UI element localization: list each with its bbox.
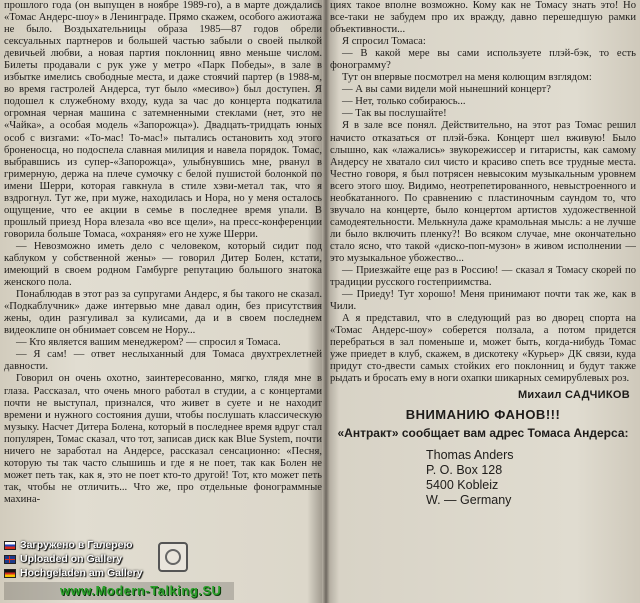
article-paragraph: А я представил, что в следующий раз во дворец спорта на «Томас Андерс-шоу» соберется ползала, а потом придется перебраться в зал поменьше и, может быть, когда-нибудь Томас уже приедет в клуб, скажем, в дискотеку «Курьер» ДК связи, куда придут сто-двести самых стойких его поклонниц и будут также рыдать и бросать ему в ноги охапки шикарных семирублевых роз. [330,313,636,385]
article-paragraph: циях такое вполне возможно. Кому как не Томасу знать это! Но все-таки не забудем про их вражду, давно перешедшую рамки объективности... [330,0,636,36]
article-paragraph: — В какой мере вы сами используете плэй-бэк, то есть фонограмму? [330,48,636,72]
article-paragraph: — Кто является вашим менеджером? — спросил я Томаса. [16,337,281,349]
article-paragraph: — Приезжайте еще раз в Россию! — сказал я Томасу скорей по традиции русского гостеприимства. [330,265,636,289]
article-paragraph: Я спросил Томаса: [342,36,426,48]
address-line: 5400 Kobleiz [426,477,499,492]
article-paragraph: Я в зале все понял. Действительно, на этот раз Томас решил начисто отказаться от плэй-бэка. Концерт шел вживую! Было слышно, как «лажались» звукорежиссер и гитаристы, как самому Андерсу не хватало сил чисто и красиво спеть все трудные места. Честно говоря, я был потрясен невысоким музыкальным уровнем всего этого шоу. Видимо, неотрепетированного, невыстроенного и необкатанного. По сравнению с пластиночным саундом то, что звучало на концерте, было концертом артистов художественной самодеятельности. Мелькнула даже крамольная мысль: а не лучше ли было включить пленку?! Во всяком случае, мне окончательно стало ясно, что такой «диско-поп-музон» в живом исполнении — это музыкальное убожество... [330,120,636,264]
watermark-text: Hochgeladen am Gallery [20,567,143,579]
article-paragraph: Говорил он очень охотно, заинтересованно, мягко, глядя мне в глаза. Рассказал, что очень много работал в студии, а с концертами почти не выступал, признался, что живет в суете и не находит времени и нужного состояния души, чтобы послушать классическую музыку. Насчет Дитера Болена, который в последнее время вдруг стал популярен, Томас сказал, что тот, записав диск как Blue System, почти ничего не заработал на Андерсе, рассказал сенсационно: «Песня, которую ты так часто слышишь и где я не поет, так как Болен не может петь так, как я, это не поет кто-то другой! Тот, кто может петь так, чтобы не отличить... Что же, про отдельные фонограммные махина- [4,373,322,505]
address-line: W. — Germany [426,492,512,507]
watermark-line [4,552,204,566]
article-paragraph: — Так вы послушайте! [342,108,447,120]
notice-heading: ВНИМАНИЮ ФАНОВ!!! [405,406,561,422]
article-paragraph: Понаблюдав в этот раз за супругами Андерс, я бы такого не сказал. «Подкаблучник» даже интервью мне давал один, без присутствия жены, один разгуливал за кулисами, да и в своем последнем видеоклипе он обнимает совсем не Нору... [4,289,322,337]
left-column [4,0,322,603]
right-column [330,0,636,603]
watermark-text: Загружено в Галерею [20,539,133,551]
article-paragraph: — Я сам! — ответ неслыханный для Томаса двухтрехлетней давности. [4,349,322,373]
article-paragraph: — Приеду! Тут хорошо! Меня принимают почти так же, как в Чили. [330,289,636,313]
watermark-line [4,538,204,552]
article-author: Михаил САДЧИКОВ [517,388,630,401]
watermark-line [4,566,204,580]
article-paragraph: — Невозможно иметь дело с человеком, который сидит под каблуком у собственной жены» — говорил Дитер Болен, кстати, имеющий в своем родном Гамбурге репутацию большого знатока женского пола. [4,240,322,289]
watermark-site: www.Modern-Talking.SU [60,583,222,598]
russian-flag-icon [4,541,16,550]
watermark-text: Uploaded on Gallery [20,553,123,565]
address-line: Thomas Anders [426,447,514,462]
article-paragraph: — Нет, только собираюсь... [342,96,466,108]
article-paragraph: Тут он впервые посмотрел на меня колющим взглядом: [342,72,592,84]
uk-flag-icon [4,555,16,564]
gallery-watermark [4,538,204,580]
notice-subheading: «Антракт» сообщает вам адрес Томаса Андерса: [337,425,629,440]
page-fold [322,0,330,603]
article-paragraph: — А вы сами видели мой нынешний концерт? [342,84,551,96]
german-flag-icon [4,569,16,578]
article-paragraph: прошлого года (он выпущен в ноябре 1989-го), а в марте дождались «Томас Андерс-шоу» в Ленинграде. Прямо скажем, особого ажиотажа не было. Воздыхательницы образа 1985—87 годов обрели сексуальных партнеров и большей частью забыли о своей пылкой девичьей любви, а новая партия поклонниц явно меньше числом. Билеты продавали с рук уже у метро «Парк Победы», в зале в избытке имелись свободные места, и даже стоячий партер (в 1988-м, во время гастролей Андерса, тут было «месиво») был доступен. Я подошел к служебному входу, куда за час до концерта подкатила огромная черная машина с затемненными стеклами (нет, это не «Чайка», а особая модель «Запорожца»). Двадцать-тридцать юных особ с визгами: «То-мас! То-мас!» пытались остановить ход этого броненосца, но подоспела славная милиция и навела порядок. Томас, выбравшись из супер-«Запорожца», улыбнувшись мне, рванул в гримерную, держа на плече сумочку с белой пушистой болонкой по имени Шерри, которая гавкнула в стиле хэви-метал так, что я вздрогнул. Тут же, при муже, находилась и Нора, но у меня осталось ощущение, что ее акции в семье в последнее время упали. В прошлый приезд Нора влезала «во все щели», на пресс-конференции говорила больше Томаса, «охраняя» его не хуже Шерри. [4,0,322,240]
address-line: P. O. Box 128 [426,462,503,477]
